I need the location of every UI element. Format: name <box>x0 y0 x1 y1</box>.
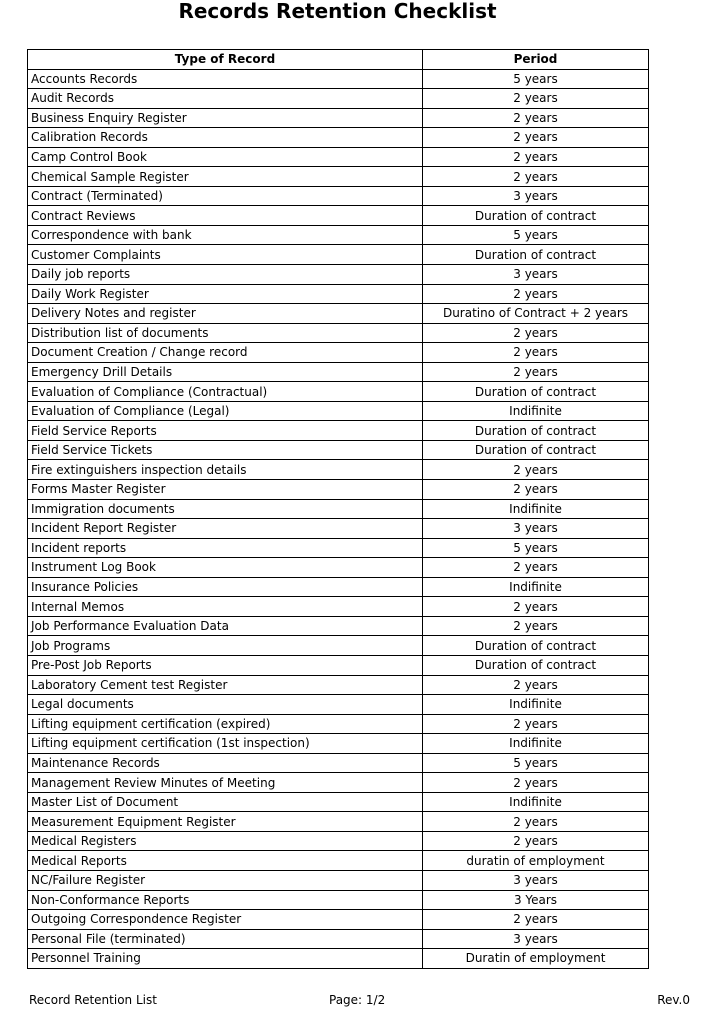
retention-period-cell: 2 years <box>423 89 649 109</box>
table-row <box>28 304 649 324</box>
table-row <box>28 460 649 480</box>
record-type-cell: Maintenance Records <box>28 753 423 773</box>
table-row <box>28 714 649 734</box>
retention-period-cell: 2 years <box>423 812 649 832</box>
table-row <box>28 147 649 167</box>
table-row <box>28 284 649 304</box>
retention-period-cell: 2 years <box>423 675 649 695</box>
retention-period-cell: Duratino of Contract + 2 years <box>423 304 649 324</box>
table-row <box>28 831 649 851</box>
table-row <box>28 225 649 245</box>
retention-period-cell: Duration of contract <box>423 655 649 675</box>
table-row <box>28 69 649 89</box>
table-row <box>28 206 649 226</box>
record-type-cell: Accounts Records <box>28 69 423 89</box>
record-type-cell: Insurance Policies <box>28 577 423 597</box>
record-type-cell: Evaluation of Compliance (Legal) <box>28 401 423 421</box>
record-type-cell: Instrument Log Book <box>28 558 423 578</box>
record-type-cell: Chemical Sample Register <box>28 167 423 187</box>
retention-period-cell: 2 years <box>423 147 649 167</box>
table-row <box>28 773 649 793</box>
record-type-cell: Daily Work Register <box>28 284 423 304</box>
record-type-cell: Legal documents <box>28 695 423 715</box>
table-row <box>28 245 649 265</box>
retention-period-cell: 2 years <box>423 558 649 578</box>
table-row <box>28 265 649 285</box>
retention-period-cell: 5 years <box>423 538 649 558</box>
record-type-cell: Personnel Training <box>28 949 423 969</box>
table-row <box>28 108 649 128</box>
record-type-cell: NC/Failure Register <box>28 870 423 890</box>
record-type-cell: Forms Master Register <box>28 480 423 500</box>
table-row <box>28 89 649 109</box>
record-type-cell: Distribution list of documents <box>28 323 423 343</box>
retention-period-cell: Indifinite <box>423 734 649 754</box>
retention-period-cell: Duratin of employment <box>423 949 649 969</box>
record-type-cell: Audit Records <box>28 89 423 109</box>
table-row <box>28 577 649 597</box>
table-row <box>28 186 649 206</box>
record-type-cell: Medical Reports <box>28 851 423 871</box>
table-header-row <box>28 50 649 70</box>
record-type-cell: Field Service Tickets <box>28 440 423 460</box>
page-title: Records Retention Checklist <box>178 0 497 23</box>
table-row <box>28 167 649 187</box>
record-type-cell: Internal Memos <box>28 597 423 617</box>
record-type-cell: Evaluation of Compliance (Contractual) <box>28 382 423 402</box>
record-type-cell: Lifting equipment certification (expired) <box>28 714 423 734</box>
record-type-cell: Incident Report Register <box>28 519 423 539</box>
record-type-cell: Management Review Minutes of Meeting <box>28 773 423 793</box>
record-type-cell: Job Performance Evaluation Data <box>28 616 423 636</box>
retention-period-cell: 2 years <box>423 773 649 793</box>
retention-period-cell: Indifinite <box>423 695 649 715</box>
retention-period-cell: 2 years <box>423 616 649 636</box>
table-row <box>28 382 649 402</box>
retention-period-cell: Duration of contract <box>423 382 649 402</box>
record-type-cell: Laboratory Cement test Register <box>28 675 423 695</box>
retention-period-cell: 3 years <box>423 929 649 949</box>
table-row <box>28 910 649 930</box>
record-type-cell: Master List of Document <box>28 792 423 812</box>
record-type-cell: Field Service Reports <box>28 421 423 441</box>
retention-period-cell: Indifinite <box>423 792 649 812</box>
retention-period-cell: 2 years <box>423 831 649 851</box>
footer-page-number: Page: 1/2 <box>329 993 386 1007</box>
retention-period-cell: Indifinite <box>423 401 649 421</box>
record-type-cell: Correspondence with bank <box>28 225 423 245</box>
record-type-cell: Fire extinguishers inspection details <box>28 460 423 480</box>
retention-period-cell: Duration of contract <box>423 245 649 265</box>
column-header-period: Period <box>423 50 649 70</box>
retention-period-cell: 5 years <box>423 753 649 773</box>
retention-period-cell: 2 years <box>423 597 649 617</box>
table-row <box>28 323 649 343</box>
retention-period-cell: 5 years <box>423 69 649 89</box>
record-type-cell: Personal File (terminated) <box>28 929 423 949</box>
retention-period-cell: 5 years <box>423 225 649 245</box>
record-type-cell: Delivery Notes and register <box>28 304 423 324</box>
table-row <box>28 949 649 969</box>
retention-period-cell: 2 years <box>423 108 649 128</box>
retention-period-cell: Duration of contract <box>423 636 649 656</box>
table-row <box>28 890 649 910</box>
table-row <box>28 636 649 656</box>
retention-period-cell: 3 Years <box>423 890 649 910</box>
record-type-cell: Immigration documents <box>28 499 423 519</box>
record-type-cell: Calibration Records <box>28 128 423 148</box>
table-row <box>28 734 649 754</box>
record-type-cell: Medical Registers <box>28 831 423 851</box>
table-row <box>28 343 649 363</box>
retention-period-cell: Duration of contract <box>423 206 649 226</box>
footer-revision: Rev.0 <box>657 993 690 1007</box>
table-row <box>28 480 649 500</box>
retention-period-cell: 3 years <box>423 186 649 206</box>
retention-period-cell: 3 years <box>423 519 649 539</box>
record-type-cell: Emergency Drill Details <box>28 362 423 382</box>
table-row <box>28 421 649 441</box>
retention-period-cell: 3 years <box>423 265 649 285</box>
table-row <box>28 616 649 636</box>
retention-period-cell: duratin of employment <box>423 851 649 871</box>
record-type-cell: Customer Complaints <box>28 245 423 265</box>
retention-period-cell: 2 years <box>423 343 649 363</box>
table-row <box>28 597 649 617</box>
table-row <box>28 695 649 715</box>
retention-period-cell: 2 years <box>423 910 649 930</box>
record-type-cell: Pre-Post Job Reports <box>28 655 423 675</box>
retention-period-cell: 2 years <box>423 167 649 187</box>
record-type-cell: Document Creation / Change record <box>28 343 423 363</box>
table-row <box>28 812 649 832</box>
record-type-cell: Camp Control Book <box>28 147 423 167</box>
table-row <box>28 753 649 773</box>
record-type-cell: Non-Conformance Reports <box>28 890 423 910</box>
table-row <box>28 401 649 421</box>
table-row <box>28 655 649 675</box>
table-row <box>28 558 649 578</box>
retention-period-cell: 2 years <box>423 480 649 500</box>
table-row <box>28 929 649 949</box>
retention-period-cell: Indifinite <box>423 577 649 597</box>
table-row <box>28 362 649 382</box>
column-header-type: Type of Record <box>28 50 423 70</box>
retention-period-cell: 2 years <box>423 460 649 480</box>
retention-period-cell: 2 years <box>423 714 649 734</box>
table-row <box>28 499 649 519</box>
table-row <box>28 440 649 460</box>
table-row <box>28 851 649 871</box>
retention-period-cell: 2 years <box>423 284 649 304</box>
records-table-body <box>28 69 649 968</box>
retention-period-cell: 2 years <box>423 323 649 343</box>
records-table <box>27 49 649 969</box>
retention-period-cell: Duration of contract <box>423 440 649 460</box>
table-row <box>28 128 649 148</box>
record-type-cell: Outgoing Correspondence Register <box>28 910 423 930</box>
table-row <box>28 675 649 695</box>
table-row <box>28 538 649 558</box>
retention-period-cell: 2 years <box>423 128 649 148</box>
retention-period-cell: 2 years <box>423 362 649 382</box>
retention-period-cell: 3 years <box>423 870 649 890</box>
record-type-cell: Lifting equipment certification (1st inspection) <box>28 734 423 754</box>
record-type-cell: Business Enquiry Register <box>28 108 423 128</box>
retention-period-cell: Indifinite <box>423 499 649 519</box>
table-row <box>28 792 649 812</box>
record-type-cell: Contract Reviews <box>28 206 423 226</box>
footer-document-name: Record Retention List <box>29 993 157 1007</box>
table-row <box>28 519 649 539</box>
record-type-cell: Incident reports <box>28 538 423 558</box>
retention-period-cell: Duration of contract <box>423 421 649 441</box>
table-row <box>28 870 649 890</box>
record-type-cell: Measurement Equipment Register <box>28 812 423 832</box>
record-type-cell: Job Programs <box>28 636 423 656</box>
record-type-cell: Daily job reports <box>28 265 423 285</box>
record-type-cell: Contract (Terminated) <box>28 186 423 206</box>
